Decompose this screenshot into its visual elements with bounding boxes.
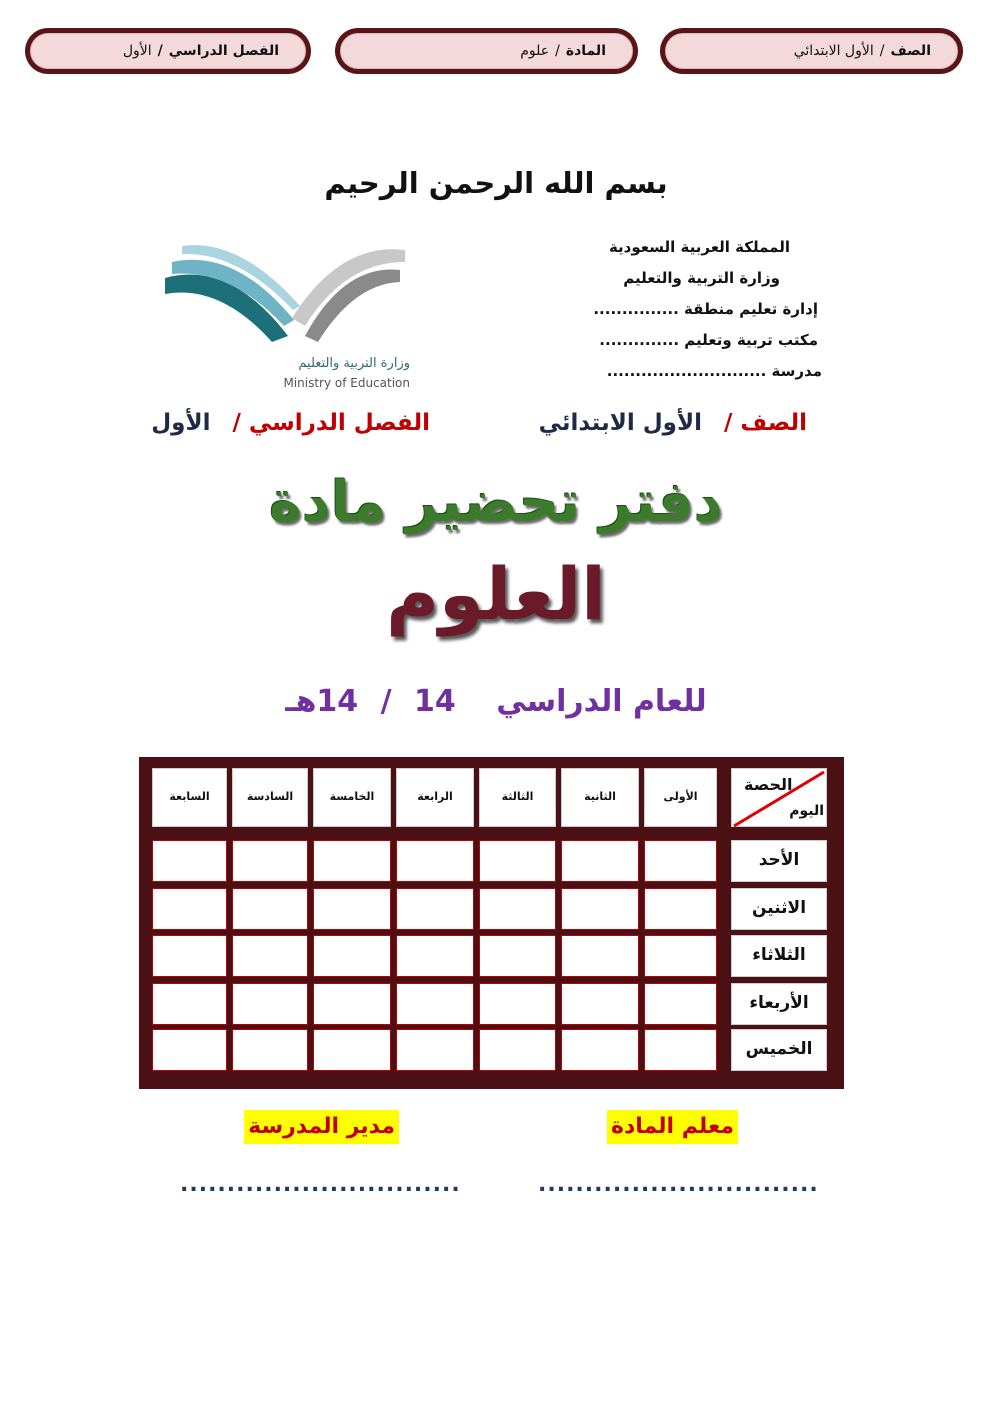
principal-signature-line: .............................. (180, 1172, 461, 1197)
day-cell (731, 1029, 827, 1071)
period-header-label: السابعة (169, 790, 210, 803)
day-cell (731, 840, 827, 882)
pill-grade-value: الأول الابتدائي (793, 43, 874, 59)
schedule-cell[interactable] (644, 935, 717, 977)
schedule-cell[interactable] (644, 840, 717, 882)
logo-arabic-text: وزارة التربية والتعليم (298, 356, 410, 371)
grade-value: الأول الابتدائي (538, 410, 702, 436)
schedule-cell[interactable] (313, 840, 391, 882)
period-header-label: الثالثة (501, 790, 534, 803)
schedule-cell[interactable] (152, 888, 227, 930)
schedule-cell[interactable] (232, 935, 308, 977)
header-pill-grade (660, 28, 963, 74)
pill-term-label: الفصل الدراسي (168, 43, 279, 59)
schedule-cell[interactable] (561, 983, 639, 1025)
period-header-cell (152, 768, 227, 827)
term-value: الأول (151, 410, 211, 436)
corner-period-label: الحصة (744, 775, 793, 794)
ministry-block (542, 232, 822, 387)
schedule-cell[interactable] (396, 983, 474, 1025)
schedule-cell[interactable] (232, 840, 308, 882)
schedule-cell[interactable] (232, 888, 308, 930)
day-label: الاثنين (751, 898, 807, 918)
day-cell (731, 983, 827, 1025)
year-sep: / (380, 684, 392, 719)
period-header-label: الثانية (584, 790, 616, 803)
period-header-label: الخامسة (329, 790, 375, 803)
pill-term-sep: / (157, 43, 163, 59)
schedule-cell[interactable] (232, 1029, 308, 1071)
year-part1: 14 (414, 684, 456, 719)
ministry-region: إدارة تعليم منطقة ............... (593, 300, 818, 318)
schedule-cell[interactable] (313, 888, 391, 930)
pill-subject-sep: / (555, 43, 560, 59)
schedule-cell[interactable] (479, 983, 556, 1025)
schedule-cell[interactable] (561, 935, 639, 977)
schedule-cell[interactable] (561, 888, 639, 930)
period-header-label: الأولى (663, 790, 698, 803)
corner-day-label: اليوم (789, 803, 824, 819)
schedule-cell[interactable] (232, 983, 308, 1025)
period-header-cell (396, 768, 474, 827)
schedule-table (139, 757, 844, 1089)
header-pill-subject (335, 28, 638, 74)
day-label: الثلاثاء (752, 945, 806, 965)
period-header-cell (232, 768, 308, 827)
schedule-cell[interactable] (479, 888, 556, 930)
pill-term-value: الأول (122, 43, 152, 59)
schedule-cell[interactable] (561, 840, 639, 882)
period-header-label: الرابعة (417, 790, 453, 803)
schedule-cell[interactable] (396, 840, 474, 882)
notebook-title: دفتر تحضير مادة (269, 470, 723, 535)
day-label: الأربعاء (749, 993, 809, 1013)
period-header-label: السادسة (246, 790, 294, 803)
schedule-cell[interactable] (152, 1029, 227, 1071)
pill-grade-label: الصف (890, 43, 931, 59)
ministry-school: مدرسة ............................ (606, 362, 822, 380)
year-part2: 14هـ (285, 684, 359, 719)
schedule-cell[interactable] (644, 983, 717, 1025)
schedule-cell[interactable] (644, 888, 717, 930)
grade-label: الصف / (724, 410, 807, 436)
ministry-logo (160, 240, 410, 398)
schedule-cell[interactable] (152, 983, 227, 1025)
day-cell (731, 935, 827, 977)
principal-label: مدير المدرسة (244, 1110, 399, 1144)
schedule-cell[interactable] (396, 888, 474, 930)
day-label: الأحد (758, 850, 800, 870)
grade-line (539, 410, 807, 436)
basmala-heading: بسم الله الرحمن الرحيم (324, 166, 668, 200)
academic-year (0, 684, 992, 719)
ministry-name: وزارة التربية والتعليم (623, 269, 780, 287)
schedule-cell[interactable] (561, 1029, 639, 1071)
ministry-kingdom: المملكة العربية السعودية (608, 238, 790, 256)
period-header-cell (644, 768, 717, 827)
period-header-cell (313, 768, 391, 827)
book-logo-icon (160, 240, 410, 358)
ministry-office: مكتب تربية وتعليم .............. (599, 331, 818, 349)
term-line (151, 410, 430, 436)
teacher-label: معلم المادة (607, 1110, 738, 1144)
schedule-cell[interactable] (152, 840, 227, 882)
subject-title: العلوم (386, 552, 606, 636)
term-label: الفصل الدراسي / (232, 410, 430, 436)
schedule-cell[interactable] (396, 935, 474, 977)
schedule-cell[interactable] (313, 935, 391, 977)
schedule-cell[interactable] (313, 983, 391, 1025)
pill-subject-value: علوم (520, 43, 550, 59)
schedule-cell[interactable] (479, 840, 556, 882)
day-label: الخميس (745, 1039, 813, 1059)
schedule-cell[interactable] (479, 1029, 556, 1071)
header-pill-term (25, 28, 311, 74)
teacher-signature-line: .............................. (538, 1172, 819, 1197)
day-cell (731, 888, 827, 930)
logo-english-text: Ministry of Education (283, 376, 410, 390)
pill-grade-sep: / (879, 43, 885, 59)
period-header-cell (561, 768, 639, 827)
schedule-cell[interactable] (644, 1029, 717, 1071)
schedule-corner-cell (731, 768, 827, 827)
pill-subject-label: المادة (565, 43, 606, 59)
period-header-cell (479, 768, 556, 827)
schedule-cell[interactable] (313, 1029, 391, 1071)
schedule-cell[interactable] (396, 1029, 474, 1071)
year-label: للعام الدراسي (496, 684, 707, 719)
schedule-cell[interactable] (479, 935, 556, 977)
schedule-cell[interactable] (152, 935, 227, 977)
